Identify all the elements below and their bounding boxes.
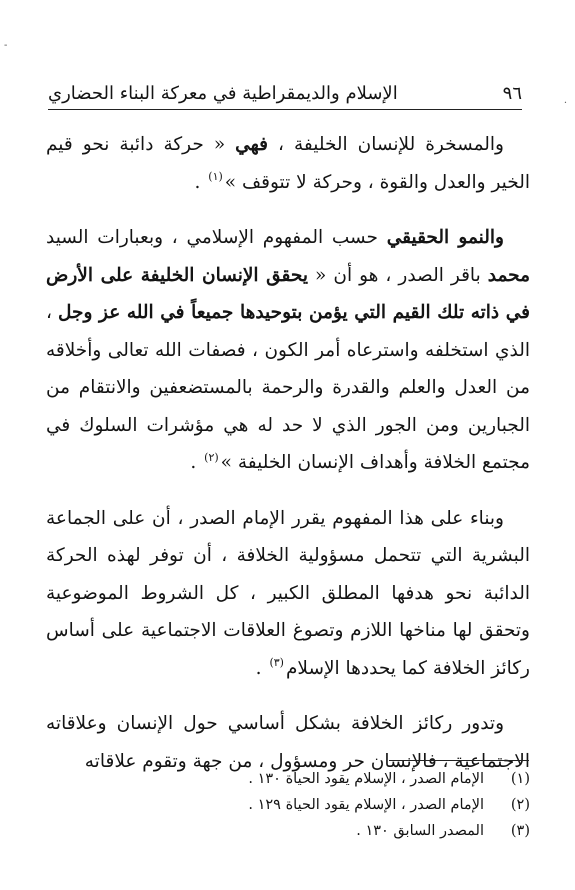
text-run: . [194, 171, 207, 193]
text-run: والمسخرة للإنسان الخليفة ، [267, 134, 504, 155]
body-text [46, 126, 530, 780]
running-title: الإسلام والديمقراطية في معركة البناء الحضاري [48, 83, 398, 104]
page-number: ٩٦ [502, 83, 522, 104]
bold-run: فهي [235, 134, 268, 155]
footnote-1 [46, 766, 530, 792]
footnote-text: الإمام الصدر ، الإسلام يقود الحياة ١٢٩ . [248, 797, 484, 813]
footnote-number: (٢) [510, 797, 530, 813]
text-run: باقر الصدر ، هو أن « [308, 264, 488, 286]
footnote-text: المصدر السابق ١٣٠ . [356, 823, 484, 839]
header-rule [48, 109, 522, 110]
text-run: . [190, 452, 203, 473]
margin-mark-left: - [4, 40, 8, 51]
footnote-number: (١) [510, 771, 530, 787]
footnotes [46, 766, 530, 844]
text-run: حسب المفهوم الإسلامي ، وبعبارات السيد [46, 227, 387, 248]
footnote-ref-1[interactable]: (١) [208, 170, 223, 184]
quotation: « حركة دائبة نحو قيم الخير والعدل والقوة ، وحركة لا تتوقف » [46, 134, 530, 193]
footnote-ref-3[interactable]: (٣) [269, 656, 284, 670]
text-run: . [255, 657, 268, 679]
paragraph-2 [46, 219, 530, 482]
text-run: وبناء على هذا المفهوم يقرر الإمام الصدر ، أن على الجماعة البشرية التي تتحمل مسؤولية الخلافة ، أن توفر لهذه الحركة الدائبة نحو هدفها المطلق الكبير ، كل الشروط الموضوعية وتحقق لها مناخها اللازم وتصوغ العلاقات الاجتماعية على أساس ركائز الخلافة كما يحددها الإسلام [46, 507, 530, 679]
footnote-text: الإمام الصدر ، الإسلام يقود الحياة ١٣٠ . [248, 771, 484, 787]
footnote-2 [46, 792, 530, 818]
running-header [48, 70, 522, 104]
text-run: وتدور ركائز الخلافة بشكل أساسي حول الإنسان وعلاقاته الاجتماعية ، فالإنسان حر ومسؤول ، من جهة وتقوم علاقاته [46, 713, 530, 772]
paragraph-1 [46, 126, 530, 201]
margin-mark-right: . [563, 95, 567, 106]
bold-run: محمد [487, 264, 530, 286]
bold-run: والنمو الحقيقي [386, 227, 504, 248]
footnote-rule [389, 760, 529, 761]
footnote-ref-2[interactable]: (٢) [204, 450, 219, 464]
footnote-number: (٣) [510, 823, 530, 839]
paragraph-3 [46, 500, 530, 688]
bold-quotation: يحقق الإنسان الخليفة على الأرض في ذاته تلك القيم التي يؤمن بتوحيدها جميعاً في الله عز وجل [46, 264, 530, 323]
footnote-3 [46, 818, 530, 844]
text-run: ، الذي استخلفه واسترعاه أمر الكون ، فصفات الله تعالى وأخلاقه من العدل والعلم والقدرة والرحمة بالمستضعفين والانتقام من الجبارين ومن الجور الذي لا حد له هي مؤشرات السلوك في مجتمع الخلافة وأهداف الإنسان الخليفة » [46, 302, 530, 473]
